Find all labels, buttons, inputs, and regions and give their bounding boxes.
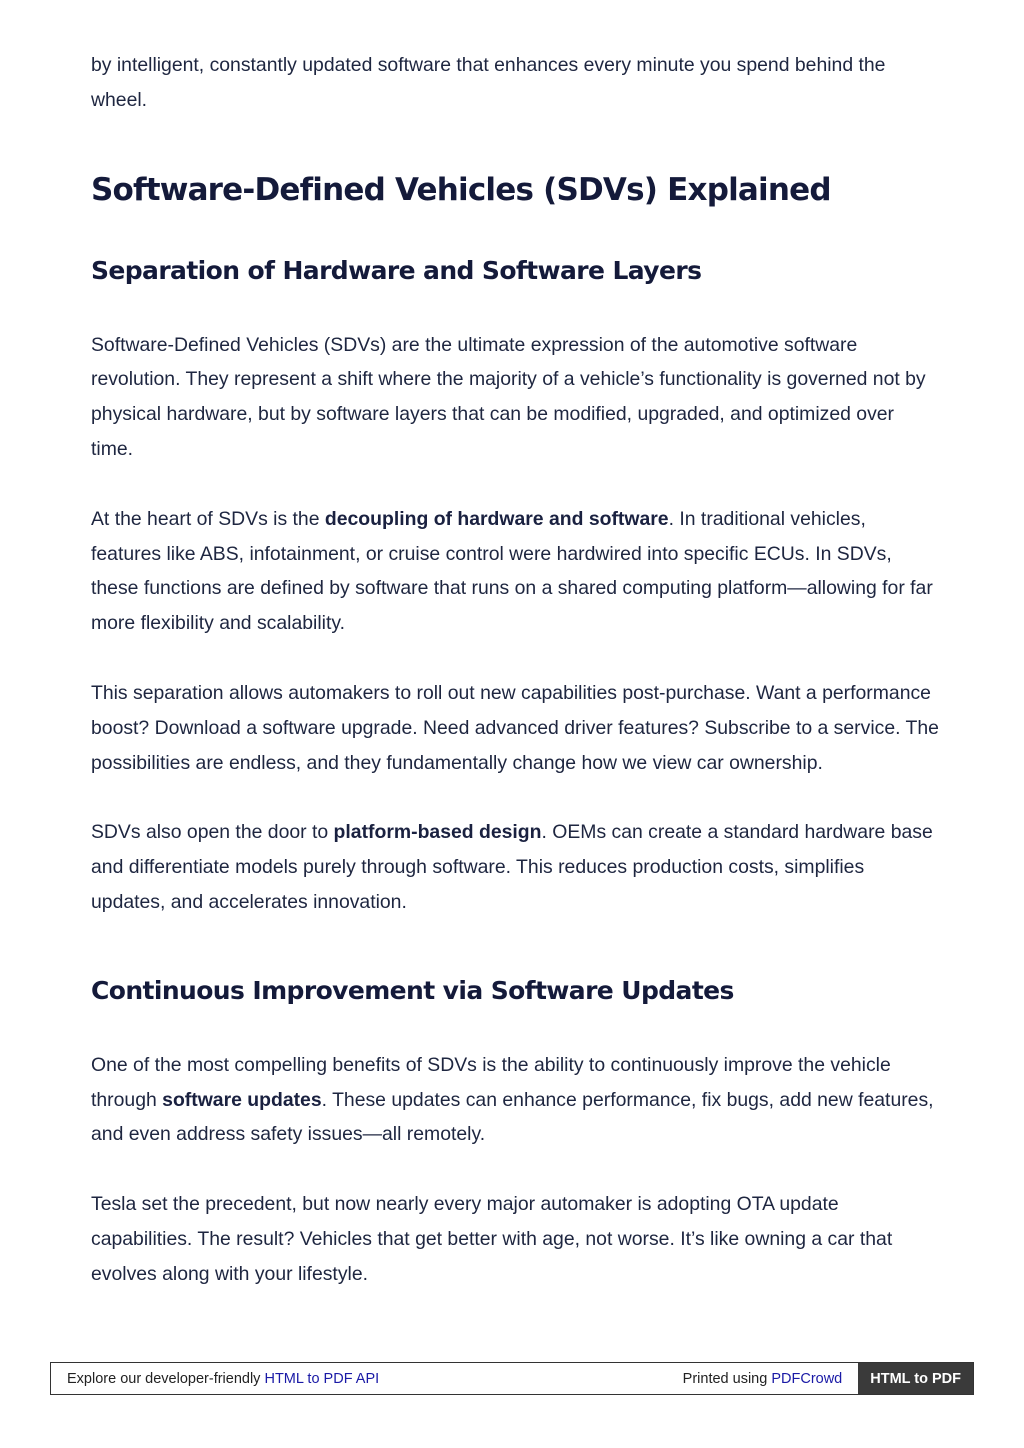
paragraph-sdv-definition: Software-Defined Vehicles (SDVs) are the ultimate expression of the automotive software revolution. They represent a shift where the majority of a vehicle’s functionality is governed not by physical hardware, but by software layers that can be modified, upgraded, and optimized over time. bbox=[91, 333, 926, 460]
footer-right-text: Printed using bbox=[682, 1370, 772, 1387]
bold-decoupling: decoupling of hardware and software bbox=[324, 507, 669, 530]
bold-software-updates: software updates bbox=[162, 1088, 322, 1111]
footer-left bbox=[51, 1371, 683, 1387]
subheading-separation-layers: Separation of Hardware and Software Layers bbox=[91, 255, 702, 285]
section-heading-sdvs-explained: Software-Defined Vehicles (SDVs) Explained bbox=[91, 171, 831, 208]
paragraph-text: One of the most compelling benefits of SDVs is the ability to continuously improve the vehicle through bbox=[91, 1053, 891, 1111]
bold-platform-design: platform-based design bbox=[333, 821, 542, 844]
paragraph-software-updates bbox=[91, 1048, 941, 1152]
footer-right bbox=[683, 1371, 859, 1387]
intro-paragraph: by intelligent, constantly updated software that enhances every minute you spend behind the wheel. bbox=[91, 54, 886, 111]
pdfcrowd-link[interactable]: PDFCrowd bbox=[771, 1370, 843, 1387]
paragraph-text: At the heart of SDVs is the bbox=[91, 507, 325, 530]
subheading-continuous-improvement: Continuous Improvement via Software Updates bbox=[91, 975, 734, 1005]
paragraph-decoupling bbox=[91, 502, 941, 641]
paragraph-text: SDVs also open the door to bbox=[91, 821, 334, 844]
html-to-pdf-badge[interactable]: HTML to PDF bbox=[858, 1363, 973, 1394]
paragraph-post-purchase: This separation allows automakers to roll out new capabilities post-purchase. Want a performance boost? Download a software upgrade. Need advanced driver features? Subscribe to a service. The possibilities are endless, and they fundamentally change how we view car ownership. bbox=[91, 681, 939, 774]
html-to-pdf-api-link[interactable]: HTML to PDF API bbox=[264, 1370, 380, 1387]
article-content bbox=[91, 48, 941, 1292]
footer-left-text: Explore our developer-friendly bbox=[67, 1370, 265, 1387]
paragraph-text: . These updates can enhance performance, fix bugs, add new features, and even address safety issues—all remotely. bbox=[91, 1088, 934, 1146]
paragraph-tesla-ota: Tesla set the precedent, but now nearly every major automaker is adopting OTA update capabilities. The result? Vehicles that get better with age, not worse. It’s like owning a car that evolves along with your lifestyle. bbox=[91, 1193, 893, 1285]
paragraph-platform-design bbox=[91, 815, 941, 919]
pdfcrowd-footer bbox=[50, 1362, 974, 1395]
paragraph-text: . In traditional vehicles, features like ABS, infotainment, or cruise control were hardwired into specific ECUs. In SDVs, these functions are defined by software that runs on a shared computing platform—allowing for far more flexibility and scalability. bbox=[91, 507, 933, 635]
paragraph-text: . OEMs can create a standard hardware base and differentiate models purely through software. This reduces production costs, simplifies updates, and accelerates innovation. bbox=[91, 821, 933, 913]
